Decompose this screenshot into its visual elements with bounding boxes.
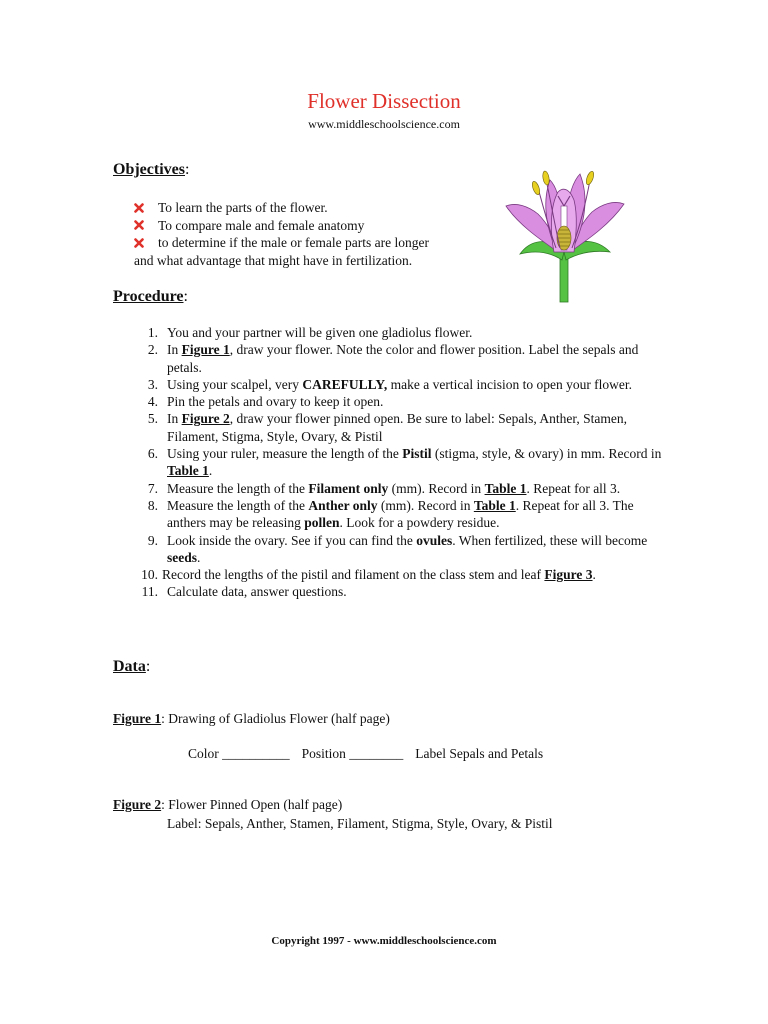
procedure-step [124,410,664,445]
procedure-heading-colon: : [183,288,188,305]
procedure-step [124,376,664,393]
objective-item [134,199,429,217]
step-text: You and your partner will be given one gladiolus flower. [167,325,473,340]
emphasis-text: Anther only [308,497,378,513]
objective-text: To compare male and female anatomy [158,217,365,233]
page-title: Flower Dissection [307,89,461,113]
figure1-instruction: Label Sepals and Petals [415,746,544,761]
table1-reference: Table 1 [484,480,527,496]
figure1-fields [188,746,543,762]
objective-item [134,234,429,252]
procedure-step [124,583,664,600]
step-text: Using your scalpel, very CAREFULLY, make a vertical incision to open your flower. [167,376,633,392]
step-text: In Figure 2, draw your flower pinned open. Be sure to label: Sepals, Anther, Stamen, Filament, Stigma, Style, Ovary, & Pistil [167,411,627,444]
objectives-heading [113,161,189,179]
figure1-label: Figure 1 [113,711,162,726]
procedure-step [124,445,664,480]
emphasis-text: pollen [304,515,340,531]
figure2-label: Figure 2 [113,797,162,812]
emphasis-text: ovules [416,532,453,548]
procedure-step [124,324,664,341]
step-number: 1. [147,325,158,340]
step-text: Pin the petals and ovary to keep it open. [167,394,384,410]
procedure-step [124,497,664,532]
objectives-heading-colon: : [184,161,190,178]
table1-reference: Table 1 [473,497,516,513]
procedure-step [124,480,664,497]
step-number: 11. [141,584,158,600]
data-heading-text: Data [113,658,146,675]
figure3-reference: Figure 3 [544,567,593,583]
objective-continuation: and what advantage that might have in fertilization. [134,252,413,268]
objectives-heading-text: Objectives [113,161,185,178]
table1-reference: Table 1 [167,463,209,479]
procedure-step [124,393,664,410]
data-heading [113,658,150,676]
website-url: www.middleschoolscience.com [308,117,460,131]
step-text: Measure the length of the Filament only (mm). Record in Table 1. Repeat for all 3. [167,480,621,496]
figure1-caption-text: : Drawing of Gladiolus Flower (half page) [161,711,390,726]
procedure-list [124,324,664,601]
step-text: In Figure 1, draw your flower. Note the color and flower position. Label the sepals and petals. [167,342,639,375]
emphasis-text: CAREFULLY, [302,376,388,392]
emphasis-text: Filament only [308,480,389,496]
copyright-footer: Copyright 1997 - www.middleschoolscience.com [271,935,497,947]
step-number: 2. [147,342,158,358]
figure2-instruction: Label: Sepals, Anther, Stamen, Filament, Stigma, Style, Ovary, & Pistil [167,816,553,831]
red-x-icon [134,203,144,213]
figure1-reference: Figure 1 [181,342,230,358]
step-number: 6. [147,446,158,462]
objective-text: To learn the parts of the flower. [158,200,328,215]
procedure-heading [113,288,188,306]
step-text: Calculate data, answer questions. [167,584,347,600]
objectives-list [134,199,429,269]
step-text: Measure the length of the Anther only (mm). Record in Table 1. Repeat for all 3. The anthers may be releasing pollen. Look for a powdery residue. [167,497,634,531]
step-text: Using your ruler, measure the length of the Pistil (stigma, style, & ovary) in mm. Record in Table 1. [167,446,662,479]
color-field: Color __________ [188,746,290,761]
step-number: 4. [147,394,158,410]
figure2-caption [113,797,342,813]
step-number: 7. [147,480,158,496]
red-x-icon [134,238,144,248]
red-x-icon [134,220,144,230]
procedure-step [124,341,664,376]
step-number: 8. [147,497,158,513]
step-number: 3. [147,376,158,392]
objective-item [134,217,429,235]
emphasis-text: Pistil [402,446,432,462]
step-number: 9. [147,532,158,548]
figure2-caption-text: : Flower Pinned Open (half page) [161,797,343,812]
figure2-reference: Figure 2 [181,411,230,427]
emphasis-text: seeds [167,549,197,565]
position-field: Position ________ [301,746,404,761]
step-number: 5. [147,411,158,427]
step-number: 10. [141,567,158,583]
gladiolus-flower-diagram-icon [498,166,632,304]
procedure-step [124,566,664,583]
step-text: Record the lengths of the pistil and filament on the class stem and leaf Figure 3. [162,567,596,583]
procedure-heading-text: Procedure [113,288,184,305]
figure1-caption [113,711,390,727]
step-text: Look inside the ovary. See if you can find the ovules. When fertilized, these will become seeds. [167,532,648,565]
procedure-step [124,532,664,567]
data-heading-colon: : [145,658,151,675]
objective-text: to determine if the male or female parts are longer [158,235,430,250]
